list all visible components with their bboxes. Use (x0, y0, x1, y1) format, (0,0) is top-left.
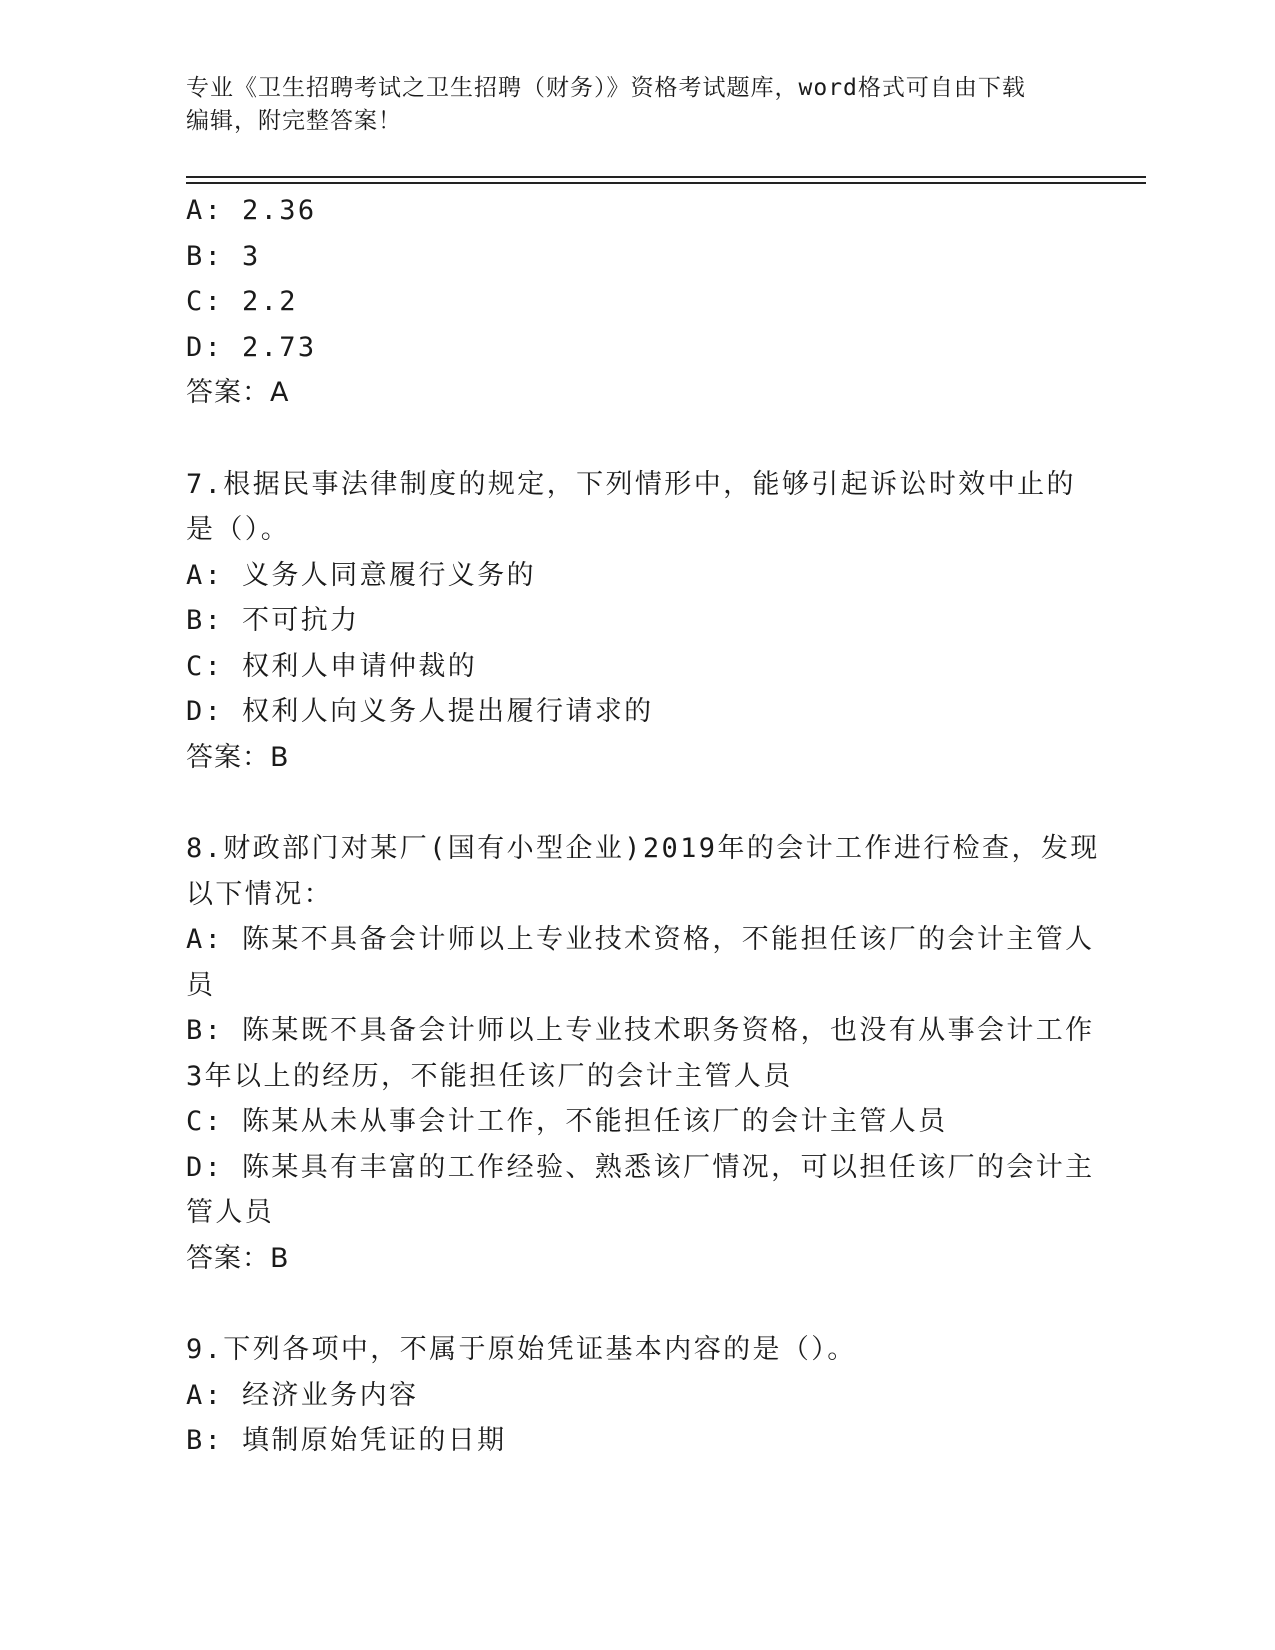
question-6-options (186, 188, 1066, 416)
question-9 (186, 1327, 1066, 1464)
question-8 (186, 826, 1100, 1281)
q8-option-d-line-2: 管人员 (186, 1197, 275, 1228)
q7-option-a: A: 义务人同意履行义务的 (186, 559, 536, 591)
q8-option-a-line-1: A: 陈某不具备会计师以上专业技术资格，不能担任该厂的会计主管人 (186, 924, 1095, 955)
question-7 (186, 462, 1076, 781)
q7-answer: 答案：B (186, 741, 290, 773)
header-line-2: 编辑，附完整答案！ (186, 108, 402, 134)
header-line-1: 专业《卫生招聘考试之卫生招聘（财务）》资格考试题库，word格式可自由下载 (186, 75, 1026, 101)
q7-option-c: C: 权利人申请仲裁的 (186, 650, 478, 682)
q9-stem-line-1: 9.下列各项中，不属于原始凭证基本内容的是（）。 (186, 1334, 857, 1365)
q6-option-d: D: 2.73 (186, 331, 317, 363)
q8-option-a-line-2: 员 (186, 969, 216, 1001)
spacer (186, 416, 1066, 462)
q8-option-c: C: 陈某从未从事会计工作，不能担任该厂的会计主管人员 (186, 1106, 948, 1137)
q8-option-b-line-2: 3年以上的经历，不能担任该厂的会计主管人员 (186, 1060, 793, 1092)
header-divider-bottom (186, 182, 1146, 184)
q9-option-b: B: 填制原始凭证的日期 (186, 1425, 507, 1456)
q9-option-a: A: 经济业务内容 (186, 1379, 419, 1411)
q8-option-b-line-1: B: 陈某既不具备会计师以上专业技术职务资格，也没有从事会计工作 (186, 1015, 1095, 1046)
q6-option-b: B: 3 (186, 240, 261, 272)
q8-option-d-line-1: D: 陈某具有丰富的工作经验、熟悉该厂情况，可以担任该厂的会计主 (186, 1151, 1095, 1183)
spacer (186, 1281, 1066, 1327)
q7-stem-line-1: 7.根据民事法律制度的规定，下列情形中，能够引起诉讼时效中止的 (186, 468, 1076, 500)
q8-stem-line-2: 以下情况： (186, 878, 333, 910)
document-header (186, 72, 1086, 138)
q7-stem-line-2: 是（）。 (186, 514, 291, 545)
q6-option-a: A: 2.36 (186, 195, 317, 226)
q6-option-c: C: 2.2 (186, 286, 298, 317)
spacer (186, 780, 1066, 826)
q8-stem-line-1: 8.财政部门对某厂(国有小型企业)2019年的会计工作进行检查，发现 (186, 833, 1100, 864)
question-list (186, 188, 1100, 1464)
document-page (186, 0, 1146, 1650)
q7-option-b: B: 不可抗力 (186, 605, 360, 636)
q7-option-d: D: 权利人向义务人提出履行请求的 (186, 696, 654, 727)
q6-answer: 答案：A (186, 377, 290, 408)
q8-answer: 答案：B (186, 1242, 290, 1274)
header-divider-top (186, 176, 1146, 178)
